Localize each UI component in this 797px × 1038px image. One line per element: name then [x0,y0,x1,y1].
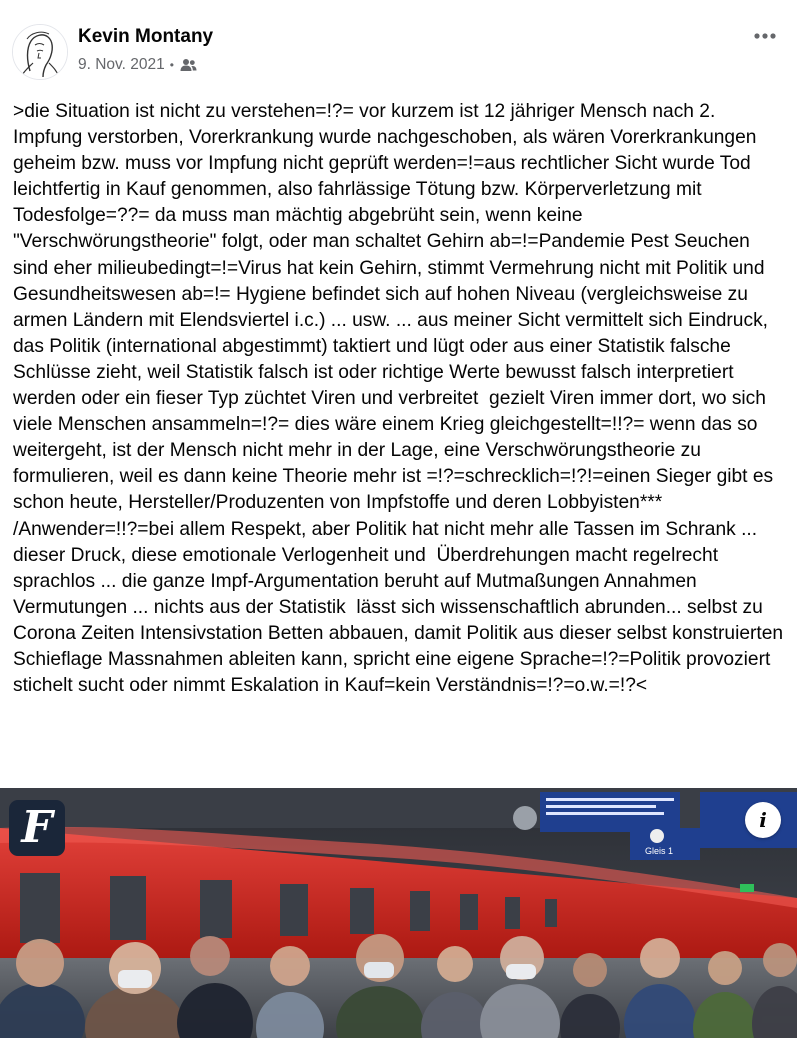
station-sign-label: Gleis 1 [645,846,674,856]
more-options-button[interactable] [749,24,781,48]
author-name[interactable]: Kevin Montany [78,26,214,47]
post-meta [78,55,197,75]
post-image[interactable] [0,788,797,1038]
post-header [0,0,797,90]
meta-separator: • [169,58,174,72]
train-platform-photo [0,788,797,1038]
more-options-icon [754,33,776,39]
avatar[interactable] [12,24,68,80]
publisher-logo: F [9,800,65,856]
info-button[interactable]: i [745,802,781,838]
post-date[interactable]: 9. Nov. 2021 [78,56,165,73]
friends-icon[interactable] [180,58,197,72]
avatar-sketch-icon [13,25,67,79]
post-text: >die Situation ist nicht zu verstehen=!?= vor kurzem ist 12 jähriger Mensch nach 2. Impfung verstorben, Vorerkrankung wurde nachgeschoben, als wären Vorerkrankungen geheim bzw. muss vor Impfung nicht geprüft werden=!=aus rechtlicher Sicht wurde Tod leichtfertig in Kauf genommen, also fahrlässige Tötung bzw. Körperverletzung mit Todesfolge=??= da muss man mächtig abgebrüht sein, wenn keine "Verschwörungstheorie" folgt, oder man schaltet Gehirn ab=!=Pandemie Pest Seuchen sind eher milieubedingt=!=Virus hat kein Gehirn, stimmt Vermehrung nicht mit Politik und Gesundheitswesen ab=!= Hygiene befindet sich auf hohen Niveau (vergleichsweise zu armen Ländern mit Elendsviertel i.c.) ... usw. ... aus meiner Sicht vermittelt sich Eindruck, das Politik (international abgestimmt) taktiert und lügt oder aus einer Statistik falsche Schlüsse zieht, weil Statistik falsch ist oder richtige Werte bewusst falsch interpretiert werden oder ein fieser Typ züchtet Viren und verbreitet gezielt Viren immer dort, wo sich viele Menschen ansammeln=!?= dies wäre einem Krieg gleichgestellt=!!?= wenn das so weitergeht, ist der Mensch nicht mehr in der Lage, eine Verschwörungstheorie zu formulieren, weil es dann keine Theorie mehr ist =!?=schrecklich=!?!=einen Sieger gibt es schon heute, Hersteller/Produzenten von Impfstoffe und deren Lobbyisten*** /Anwender=!!?=bei allem Respekt, aber Politik hat nicht mehr alle Tassen im Schrank ... dieser Druck, diese emotionale Verlogenheit und Überdrehungen macht regelrecht sprachlos ... die ganze Impf-Argumentation beruht auf Mutmaßungen Annahmen Vermutungen ... nichts aus der Statistik lässt sich wissenschaftlich abrunden... selbst zu Corona Zeiten Intensivstation Betten abbauen, damit Politik aus dieser selbst konstruierten Schieflage Massnahmen ableiten kann, spricht eine eigene Sprache=!?=Politik provoziert stichelt sucht oder nimmt Eskalation in Kauf=kein Verständnis=!?=o.w.=!?< [13,101,789,697]
